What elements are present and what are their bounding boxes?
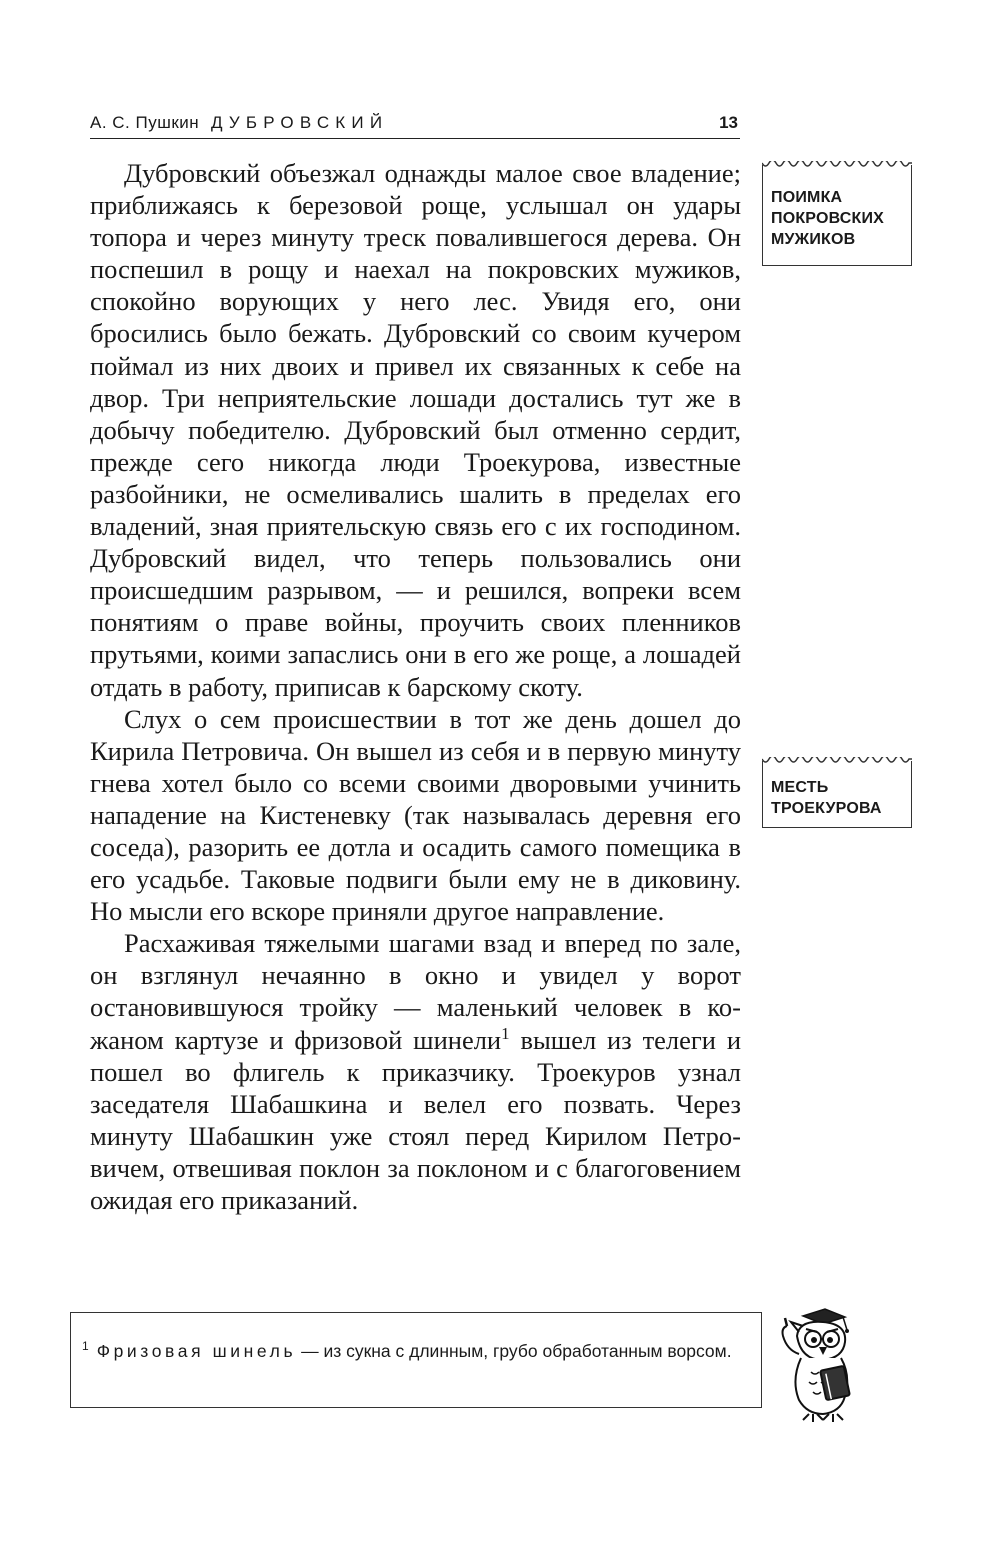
- margin-note-revenge: [762, 761, 912, 828]
- paragraph-3-text-a: Расхаживая тяжелыми шагами взад и вперед по зале, он взглянул нечаянно в окно и увидел у ворот остановившуюся тройку — маленький человек в кожаном картузе и фризовой шинели: [90, 928, 741, 1055]
- wavy-border-icon: [762, 757, 912, 765]
- wavy-border-icon: [762, 161, 912, 169]
- owl-with-book-icon: [773, 1306, 859, 1424]
- paragraph-3-text-b: вышел из телеги и пошел во флигель к приказчику. Троекуров узнал заседателя Шабашкина и велел его позвать. Через минуту Шабашкин уже стоял перед Кирилом Петровичем, отвешивая поклон за поклоном и с благоговением ожидая его приказаний.: [90, 1024, 741, 1215]
- main-text: [90, 157, 741, 1216]
- footnote-box: [70, 1312, 762, 1408]
- paragraph-3: [90, 927, 741, 1216]
- footnote-dash: —: [296, 1341, 324, 1361]
- footnote-term: Фризовая шинель: [96, 1341, 297, 1361]
- footnote-definition: из сукна с длинным, грубо обработанным ворсом.: [323, 1341, 732, 1361]
- footnote-reference[interactable]: 1: [501, 1023, 510, 1043]
- author-name: А. С. Пушкин: [90, 113, 200, 132]
- margin-note-capture: [762, 165, 912, 266]
- book-title: ДУБРОВСКИЙ: [211, 113, 389, 132]
- paragraph-2: Слух о сем происшествии в тот же день дошел до Кирила Петровича. Он вышел из себя и в первую минуту гнева хотел было со всеми своими дворовыми учинить нападение на Кистеневку (так называлась деревня его соседа), разорить ее дотла и осадить самого помещика в его усадьбе. Таковые подвиги были ему не в диковину. Но мысли его вскоре приняли другое направление.: [90, 703, 741, 927]
- margin-note-text: МЕСТЬ ТРОЕКУРОВА: [771, 779, 882, 817]
- footnote-number: 1: [82, 1339, 89, 1353]
- margin-note-text: ПОИМКА ПОКРОВСКИХ МУЖИКОВ: [771, 189, 885, 248]
- page-number: 13: [719, 113, 738, 132]
- running-head: [90, 112, 740, 139]
- paragraph-1: Дубровский объезжал однажды малое свое владение; приближаясь к березовой роще, услышал он удары топора и через минуту треск повалившегося дерева. Он поспешил в рощу и наехал на покровских мужиков, спокойно ворующих у него лес. Увидя его, они бросились было бежать. Дубровский со своим кучером поймал из них двоих и привел их связанных к себе на двор. Три неприятельские лошади достались тут же в добычу победителю. Дубровский был отменно сердит, прежде сего никогда люди Троекурова, известные разбойники, не осмеливались шалить в пределах его владений, зная приятельскую связь его с их господином. Дубровский видел, что теперь пользовались они происшедшим разрывом, — и решился, вопреки всем понятиям о праве войны, проучить своих пленников прутьями, коими запаслись они в его же роще, а лошадей отдать в работу, приписав к барскому скоту.: [90, 158, 741, 702]
